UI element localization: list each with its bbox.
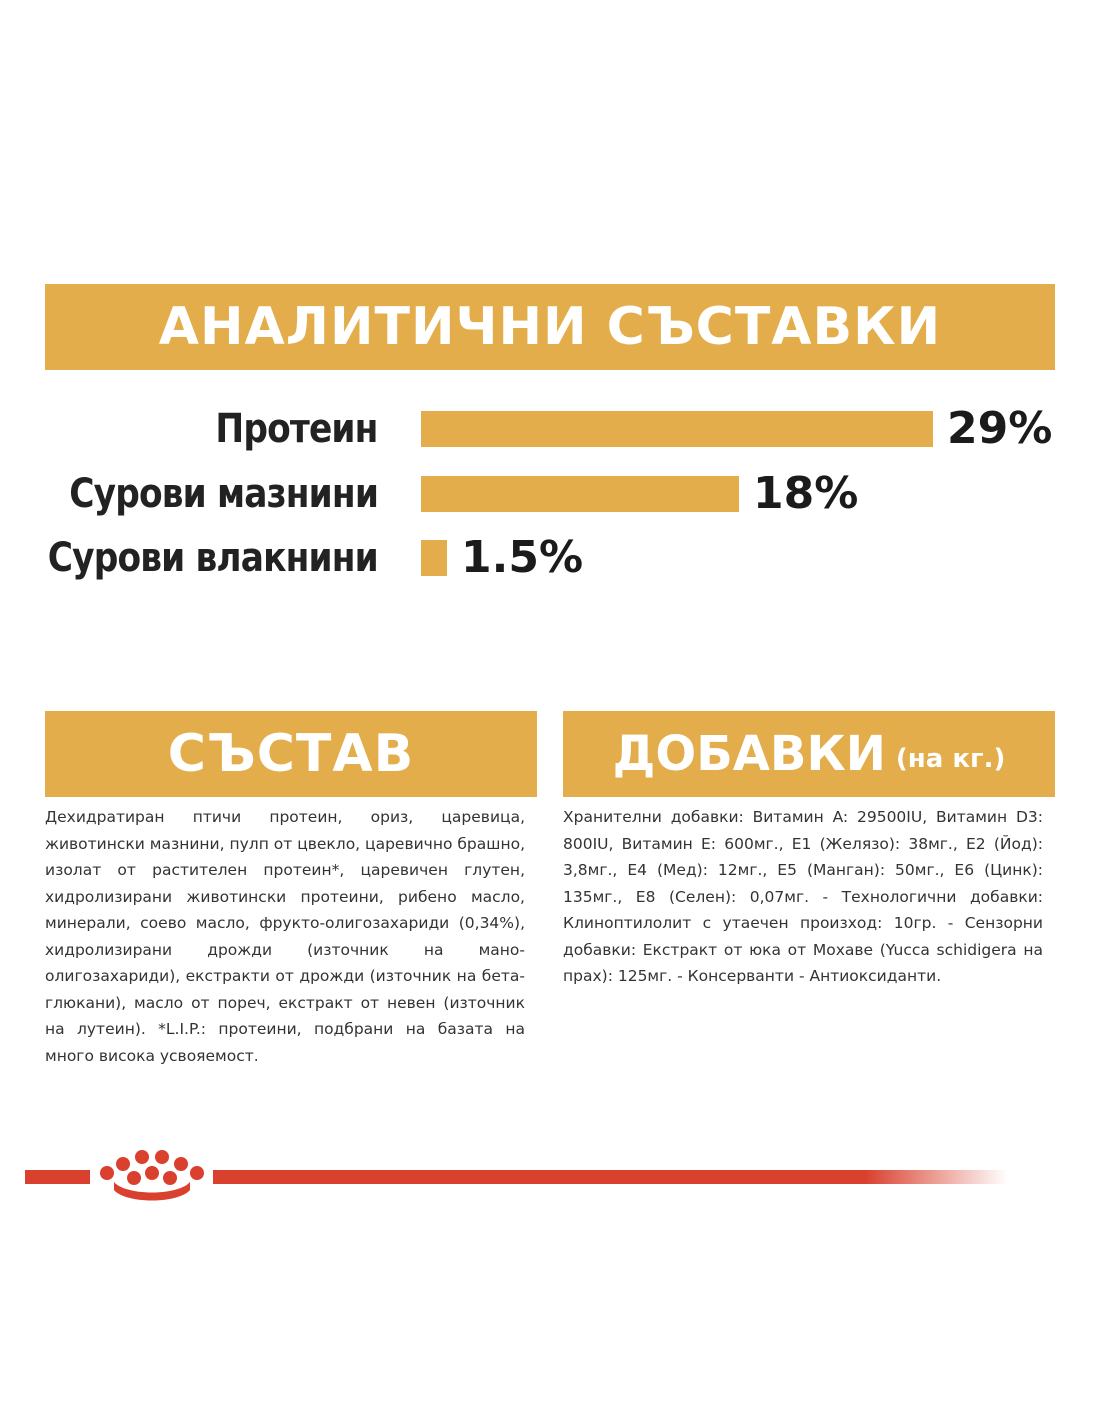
additives-title: ДОБАВКИ — [612, 726, 886, 782]
brand-line-right — [213, 1170, 1008, 1184]
crown-icon — [98, 1146, 206, 1206]
additives-title-suffix: (на кг.) — [895, 744, 1006, 774]
analytical-header — [45, 284, 1055, 370]
composition-header — [45, 711, 537, 797]
additives-text: Хранителни добавки: Витамин A: 29500IU, Витамин D3: 800IU, Витамин E: 600мг., E1 (Желязо): 38мг., E2 (Йод): 3,8мг., E4 (Мед): 12мг., E5 (Манган): 50мг., E6 (Цинк): 135мг., E8 (Селен): 0,07мг. - Технологични добавки: Клиноптилолит с утаечен произход: 10гр. - Сензорни добавки: Екстракт от юка от Мохаве (Yucca schidigera на прах): 125мг. - Консерванти - Антиоксиданти. — [563, 808, 1043, 985]
analytical-title: АНАЛИТИЧНИ СЪСТАВКИ — [158, 297, 942, 357]
composition-title: СЪСТАВ — [167, 724, 415, 784]
row-label-fibre: Сурови влакнини — [47, 535, 378, 581]
value-fibre: 1.5% — [461, 532, 584, 583]
composition-text: Дехидратиран птичи протеин, ориз, царевица, животински мазнини, пулп от цвекло, царевично брашно, изолат от растителен протеин*, царевичен глутен, хидролизирани животински протеини, рибено масло, минерали, соево масло, фрукто-олигозахариди (0,34%), хидролизирани дрожди (източник на мано- олигозахариди), екстракти от дрожди (източник на бета- глюкани), масло от пореч, екстракт от невен (източник на лутеин). *L.I.P.: протеини, подбрани на базата на много висока усвояемост. — [45, 808, 525, 1065]
value-fat: 18% — [753, 468, 859, 519]
brand-line-left — [25, 1170, 90, 1184]
bar-fibre — [421, 540, 447, 576]
additives-header — [563, 711, 1055, 797]
value-protein: 29% — [947, 403, 1053, 454]
bar-protein — [421, 411, 933, 447]
bar-fat — [421, 476, 739, 512]
row-label-fat: Сурови мазнини — [69, 471, 378, 517]
row-label-protein: Протеин — [215, 406, 378, 452]
